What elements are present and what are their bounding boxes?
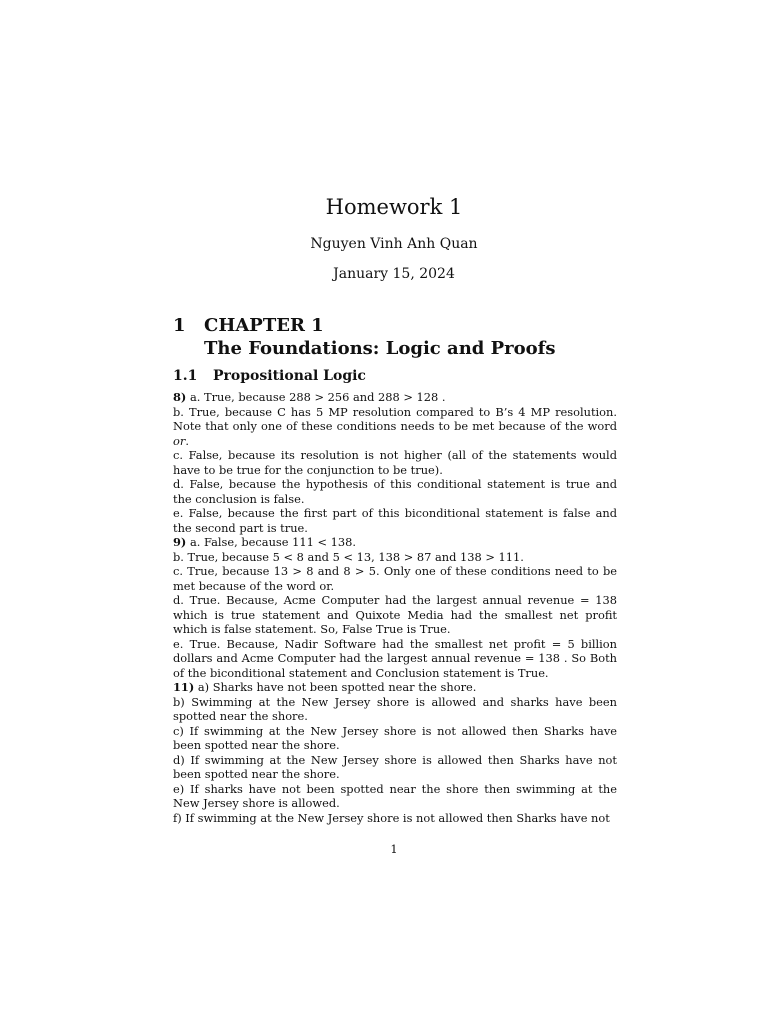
section-number: 1.1 [173,368,198,384]
answer-text: e. False, because the first part of this biconditional statement is false and the second part is true. [173,506,617,535]
chapter-subtitle: The Foundations: Logic and Proofs [204,338,556,359]
answer-line [173,506,617,535]
answer-text: a. True, because 288 > 256 and 288 > 128 . [186,390,446,404]
chapter-number: 1 [173,315,186,336]
answer-line [173,680,617,695]
answer-text: d. False, because the hypothesis of this conditional statement is true and the conclusion is false. [173,477,617,506]
answer-line [173,405,617,449]
answer-text-tail: . [185,433,189,448]
chapter-title: CHAPTER 1 [204,315,324,336]
answer-line [173,477,617,506]
answer-line [173,390,617,405]
answer-text: a. False, because 111 < 138. [186,535,357,549]
document-date: January 15, 2024 [333,266,455,282]
answer-line [173,564,617,593]
answer-text: b. True, because 5 < 8 and 5 < 13, 138 > 87 and 138 > 111. [173,549,524,564]
answers-body [173,390,617,825]
answer-text: b) Swimming at the New Jersey shore is allowed and sharks have been spotted near the shore. [173,694,617,723]
answer-line [173,448,617,477]
answer-emphasis: or [173,433,186,448]
answer-text: c) If swimming at the New Jersey shore is not allowed then Sharks have been spotted near the shore. [173,723,617,752]
answer-text: e) If sharks have not been spotted near the shore then swimming at the New Jersey shore is allowed. [173,781,617,810]
answer-line [173,593,617,637]
answer-text: b. True, because C has 5 MP resolution compared to B’s 4 MP resolution. Note that only one of these conditions needs to be met because of the word [173,404,617,433]
answer-text: d) If swimming at the New Jersey shore is allowed then Sharks have not been spotted near the shore. [173,752,617,781]
answer-text: c. False, because its resolution is not higher (all of the statements would have to be true for the conjunction to be true). [173,448,617,477]
document-title: Homework 1 [325,195,463,219]
section-title: Propositional Logic [213,368,366,384]
answer-text: a) Sharks have not been spotted near the shore. [194,680,477,694]
problem-label: 9) [173,535,187,549]
answer-line [173,535,617,550]
page-number: 1 [390,842,398,856]
answer-line [173,753,617,782]
problem-label: 11) [173,680,195,694]
answer-line [173,782,617,811]
answer-text: e. True. Because, Nadir Software had the smallest net profit = 5 billion dollars and Acme Computer had the largest annual revenue = 138 . So Both of the biconditional statement and Conclusion statement is True. [173,636,617,680]
author-name: Nguyen Vinh Anh Quan [310,236,478,252]
answer-line [173,695,617,724]
problem-label: 8) [173,390,187,404]
answer-text: d. True. Because, Acme Computer had the largest annual revenue = 138 which is true statement and Quixote Media had the smallest net profit which is false statement. So, False True is True. [173,593,617,636]
answer-text: c. True, because 13 > 8 and 8 > 5. Only one of these conditions need to be met because of the word or. [173,564,617,593]
answer-line [173,811,617,826]
answer-line [173,724,617,753]
answer-line [173,637,617,681]
answer-text: f) If swimming at the New Jersey shore is not allowed then Sharks have not [173,810,610,825]
answer-line [173,550,617,565]
